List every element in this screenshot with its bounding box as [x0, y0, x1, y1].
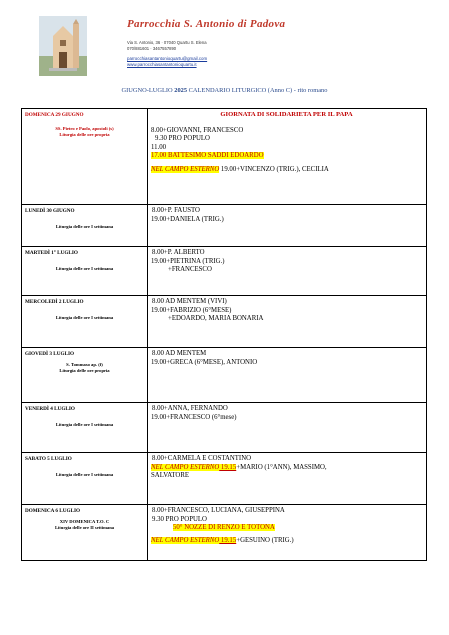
mass-line: [151, 533, 422, 546]
mass-entries: [148, 453, 427, 505]
day-cell: [22, 505, 148, 561]
mass-time: 19.15: [219, 536, 237, 544]
liturgy-hours: Liturgia delle ore II settimana: [54, 525, 115, 530]
day-heading: GIORNATA DI SOLIDARIETA PER IL PAPA: [220, 111, 353, 118]
address-line: Via S. Antonio, 36 · 07040 Quartu S. Elena: [127, 40, 207, 45]
mass-line: 9.30 PRO POPULO: [152, 515, 207, 523]
email-link[interactable]: parrocchiasantantonioquartu@gmail.com: [127, 56, 208, 61]
mass-line: [151, 524, 422, 533]
mass-line: 8.00+GIOVANNI, FRANCESCO: [151, 126, 244, 134]
mass-line: 19.00+PIETRINA (TRIG.): [151, 257, 225, 265]
parish-header: [39, 16, 419, 78]
day-name: MARTEDÌ 1° LUGLIO: [25, 250, 78, 256]
feast-name: XIV DOMENICA T.O. C: [59, 519, 110, 524]
calendar-title: [0, 87, 449, 94]
title-prefix: GIUGNO-LUGLIO: [121, 87, 175, 94]
parish-name: Parrocchia S. Antonio di Padova: [127, 18, 286, 30]
mass-line: 8.00+FRANCESCO, LUCIANA, GIUSEPPINA: [152, 507, 285, 514]
mass-entries: [148, 247, 427, 296]
mass-line: 8.00+P. FAUSTO: [152, 207, 200, 214]
day-name: VENERDÌ 4 LUGLIO: [25, 406, 75, 412]
table-row: [22, 205, 427, 247]
mass-text: +MARIO (1°ANN), MASSIMO,: [236, 463, 327, 471]
liturgical-calendar-table: [21, 108, 427, 561]
day-name: LUNEDÌ 30 GIUGNO: [25, 208, 75, 214]
table-row: [22, 403, 427, 453]
church-logo: [39, 16, 87, 76]
mass-entries: [148, 505, 427, 561]
mass-line: 19.00+GRECA (6°MESE), ANTONIO: [151, 358, 258, 366]
liturgy-hours: Liturgia delle ore I settimana: [55, 224, 114, 229]
mass-line: 9.30 PRO POPULO: [155, 135, 210, 143]
mass-entries: [148, 348, 427, 403]
mass-line: +FRANCESCO: [168, 266, 212, 274]
feast-name: S. Tommaso ap. (f): [66, 362, 103, 367]
day-name: DOMENICA 29 GIUGNO: [25, 112, 84, 118]
day-name: DOMENICA 6 LUGLIO: [25, 508, 81, 514]
outdoor-note: NEL CAMPO ESTERNO: [151, 165, 220, 173]
table-row: [22, 109, 427, 205]
day-cell: [22, 348, 148, 403]
mass-line: 11.00: [151, 143, 167, 151]
mass-line: SALVATORE: [151, 472, 190, 480]
mass-entries: [148, 109, 427, 205]
table-row: [22, 348, 427, 403]
mass-time: 19.15: [219, 463, 237, 471]
feast-name: SS. Pietro e Paolo, apostoli (s): [55, 126, 114, 131]
mass-line: 8.00+P. ALBERTO: [152, 249, 205, 256]
day-name: MERCOLEDÌ 2 LUGLIO: [25, 299, 84, 305]
day-cell: [22, 247, 148, 296]
anniversary-highlight: 50° NOZZE DI RENZO E TOTONA: [173, 524, 275, 532]
mass-line: [151, 161, 422, 175]
day-cell: [22, 296, 148, 348]
liturgy-hours: Liturgia delle ore propria: [59, 132, 110, 137]
liturgy-hours: Liturgia delle ore I settimana: [55, 422, 114, 427]
day-name: GIOVEDÌ 3 LUGLIO: [25, 351, 75, 357]
mass-line: 19.00+FRANCESCO (6°mese): [151, 413, 237, 421]
day-cell: [22, 453, 148, 505]
website-link[interactable]: www.parrocchiasantantonioquartu.it: [127, 62, 197, 67]
outdoor-note: NEL CAMPO ESTERNO: [151, 463, 220, 471]
mass-line: 8.00 AD MENTEM (VIVI): [152, 298, 227, 305]
mass-entries: [148, 205, 427, 247]
mass-line: 8.00 AD MENTEM: [152, 350, 207, 357]
table-row: [22, 453, 427, 505]
mass-line: +EDOARDO, MARIA BONARIA: [168, 315, 264, 323]
phone-line: 070/881601 · 3467557890: [127, 46, 177, 51]
outdoor-note: NEL CAMPO ESTERNO: [151, 536, 220, 544]
mass-line: 19.00+FABRIZIO (6°MESE): [151, 306, 232, 314]
mass-line: [151, 464, 422, 473]
day-name: SABATO 5 LUGLIO: [25, 456, 72, 462]
mass-line: 8.00+ANNA, FERNANDO: [152, 405, 228, 412]
liturgy-note: [22, 514, 147, 531]
mass-entries: [148, 296, 427, 348]
mass-text: +GESUINO (TRIG.): [236, 536, 294, 544]
day-cell: [22, 403, 148, 453]
table-row: [22, 247, 427, 296]
table-row: [22, 505, 427, 561]
title-suffix: CALENDARIO LITURGICO (Anno C) - rito romano: [187, 87, 328, 94]
mass-line: 19.00+DANIELA (TRIG.): [151, 215, 224, 223]
liturgy-note: [22, 118, 147, 138]
liturgy-hours: Liturgia delle ore I settimana: [55, 266, 114, 271]
table-row: [22, 296, 427, 348]
day-cell: [22, 205, 148, 247]
day-cell: [22, 109, 148, 205]
mass-line: 8.00+CARMELA E COSTANTINO: [152, 455, 252, 462]
baptism-highlight: 17.00 BATTESIMO SADDI EDOARDO: [151, 152, 264, 160]
liturgy-hours: Liturgia delle ore propria: [59, 368, 110, 373]
mass-line: [151, 152, 422, 161]
liturgy-hours: Liturgia delle ore I settimana: [55, 472, 114, 477]
liturgy-hours: Liturgia delle ore I settimana: [55, 315, 114, 320]
liturgy-note: [22, 357, 147, 374]
mass-entries: [148, 403, 427, 453]
title-year: 2025: [174, 87, 188, 94]
mass-text: 19.00+VINCENZO (TRIG.), CECILIA: [219, 165, 329, 173]
